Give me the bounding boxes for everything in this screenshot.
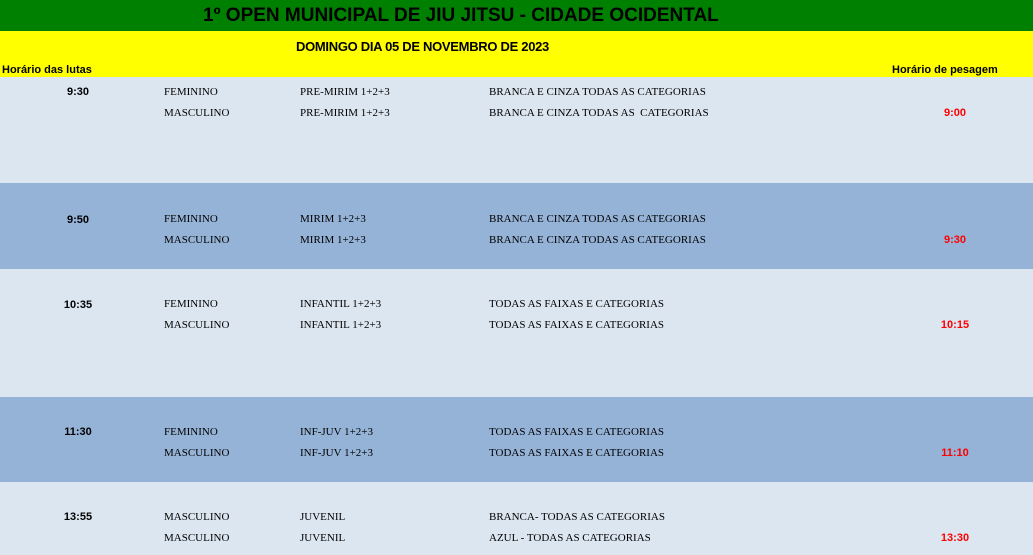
category-cell: INFANTIL 1+2+3 [300,319,382,331]
fight-time: 9:50 [66,214,90,226]
description-cell: TODAS AS FAIXAS E CATEGORIAS [489,426,665,438]
page-title: 1º OPEN MUNICIPAL DE JIU JITSU - CIDADE OCIDENTAL [203,5,719,26]
fight-time: 13:55 [63,511,93,523]
weigh-time: 10:15 [940,319,970,331]
category-cell: MIRIM 1+2+3 [300,213,366,225]
description-cell: BRANCA E CINZA TODAS AS CATEGORIAS [489,213,706,225]
category-cell: INF-JUV 1+2+3 [300,426,374,438]
gender-cell: MASCULINO [164,511,230,523]
schedule-block [0,183,1033,269]
fight-time: 10:35 [63,299,93,311]
weigh-time: 9:30 [943,234,967,246]
gender-cell: FEMININO [164,298,218,310]
fight-time: 9:30 [66,86,90,98]
description-cell: BRANCA E CINZA TODAS AS CATEGORIAS [489,86,706,98]
weigh-time: 11:10 [941,447,969,459]
gender-cell: MASCULINO [164,447,230,459]
description-cell: BRANCA E CINZA TODAS AS CATEGORIAS [489,107,709,119]
category-cell: PRE-MIRIM 1+2+3 [300,107,390,119]
description-cell: TODAS AS FAIXAS E CATEGORIAS [489,319,665,331]
category-cell: MIRIM 1+2+3 [300,234,366,246]
category-cell: JUVENIL [300,532,346,544]
weigh-time: 13:30 [940,532,970,544]
title-bar [0,0,1033,31]
category-cell: JUVENIL [300,511,346,523]
description-cell: TODAS AS FAIXAS E CATEGORIAS [489,447,665,459]
date-bar [0,31,1033,77]
description-cell: BRANCA E CINZA TODAS AS CATEGORIAS [489,234,706,246]
gender-cell: FEMININO [164,213,218,225]
weigh-time-header: Horário de pesagem [892,64,998,76]
event-date: DOMINGO DIA 05 DE NOVEMBRO DE 2023 [296,39,549,54]
schedule-block [0,77,1033,183]
gender-cell: MASCULINO [164,532,230,544]
description-cell: TODAS AS FAIXAS E CATEGORIAS [489,298,665,310]
schedule-block [0,269,1033,397]
gender-cell: MASCULINO [164,234,230,246]
category-cell: INFANTIL 1+2+3 [300,298,382,310]
fight-time-header: Horário das lutas [2,64,92,76]
schedule-block [0,397,1033,482]
description-cell: BRANCA- TODAS AS CATEGORIAS [489,511,665,523]
gender-cell: MASCULINO [164,319,230,331]
description-cell: AZUL - TODAS AS CATEGORIAS [489,532,651,544]
schedule-block [0,482,1033,555]
gender-cell: MASCULINO [164,107,230,119]
gender-cell: FEMININO [164,86,218,98]
category-cell: INF-JUV 1+2+3 [300,447,374,459]
gender-cell: FEMININO [164,426,218,438]
fight-time: 11:30 [64,426,92,438]
weigh-time: 9:00 [943,107,967,119]
category-cell: PRE-MIRIM 1+2+3 [300,86,390,98]
